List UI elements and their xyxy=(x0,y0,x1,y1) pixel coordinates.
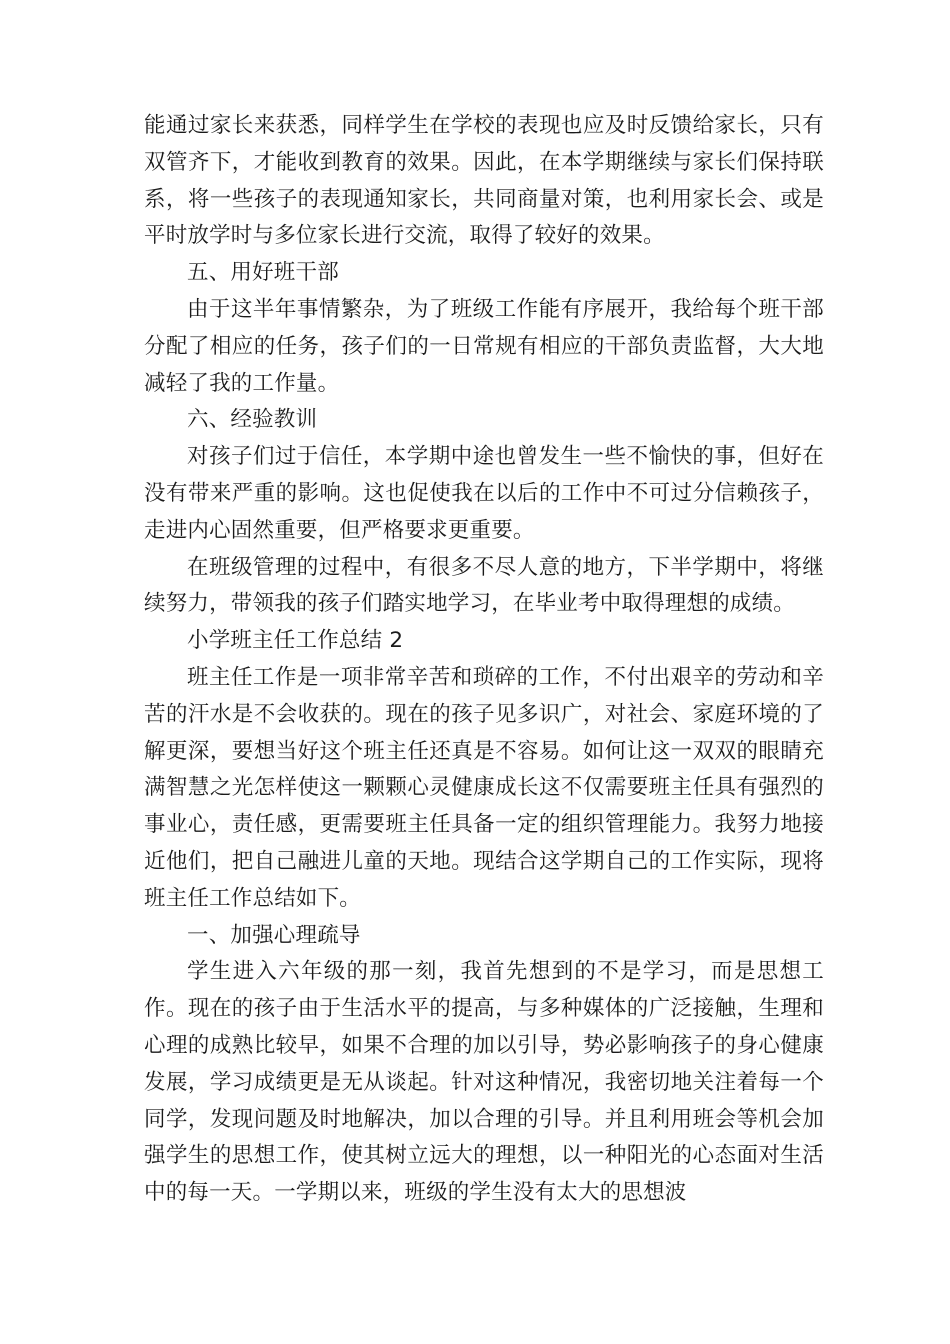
paragraph-lessons: 对孩子们过于信任，本学期中途也曾发生一些不愉快的事，但好在没有带来严重的影响。这也促使我在以后的工作中不可过分信赖孩子，走进内心固然重要，但严格要求更重要。 xyxy=(144,444,824,543)
paragraph-psychological-guidance: 学生进入六年级的那一刻，我首先想到的不是学习，而是思想工作。现在的孩子由于生活水平的提高，与多种媒体的广泛接触，生理和心理的成熟比较早，如果不合理的加以引导，势必影响孩子的身心健康发展，学习成绩更是无从谈起。针对这种情况，我密切地关注着每一个同学，发现问题及时地解决，加以合理的引导。并且利用班会等机会加强学生的思想工作，使其树立远大的理想，以一种阳光的心态面对生活中的每一天。一学期以来，班级的学生没有太大的思想波 xyxy=(144,959,824,1206)
section-heading-class-cadres: 五、用好班干部 xyxy=(187,260,339,286)
document-title-summary-2: 小学班主任工作总结 2 xyxy=(187,628,404,654)
section-heading-lessons: 六、经验教训 xyxy=(187,407,318,433)
paragraph-introduction: 班主任工作是一项非常辛苦和琐碎的工作，不付出艰辛的劳动和辛苦的汗水是不会收获的。现在的孩子见多识广，对社会、家庭环境的了解更深，要想当好这个班主任还真是不容易。如何让这一双双的眼睛充满智慧之光怎样使这一颗颗心灵健康成长这不仅需要班主任具有强烈的事业心，责任感，更需要班主任具备一定的组织管理能力。我努力地接近他们，把自己融进儿童的天地。现结合这学期自己的工作实际，现将班主任工作总结如下。 xyxy=(144,664,824,911)
paragraph-class-cadres: 由于这半年事情繁杂，为了班级工作能有序展开，我给每个班干部分配了相应的任务，孩子们的一日常规有相应的干部负责监督，大大地减轻了我的工作量。 xyxy=(144,296,824,396)
section-heading-psychological-guidance: 一、加强心理疏导 xyxy=(187,922,361,948)
document-body xyxy=(144,108,824,1212)
paragraph-parent-communication: 能通过家长来获悉，同样学生在学校的表现也应及时反馈给家长，只有双管齐下，才能收到教育的效果。因此，在本学期继续与家长们保持联系，将一些孩子的表现通知家长，共同商量对策，也利用家长会、或是平时放学时与多位家长进行交流，取得了较好的效果。 xyxy=(144,113,824,249)
paragraph-conclusion: 在班级管理的过程中，有很多不尽人意的地方，下半学期中，将继续努力，带领我的孩子们踏实地学习，在毕业考中取得理想的成绩。 xyxy=(144,554,824,617)
